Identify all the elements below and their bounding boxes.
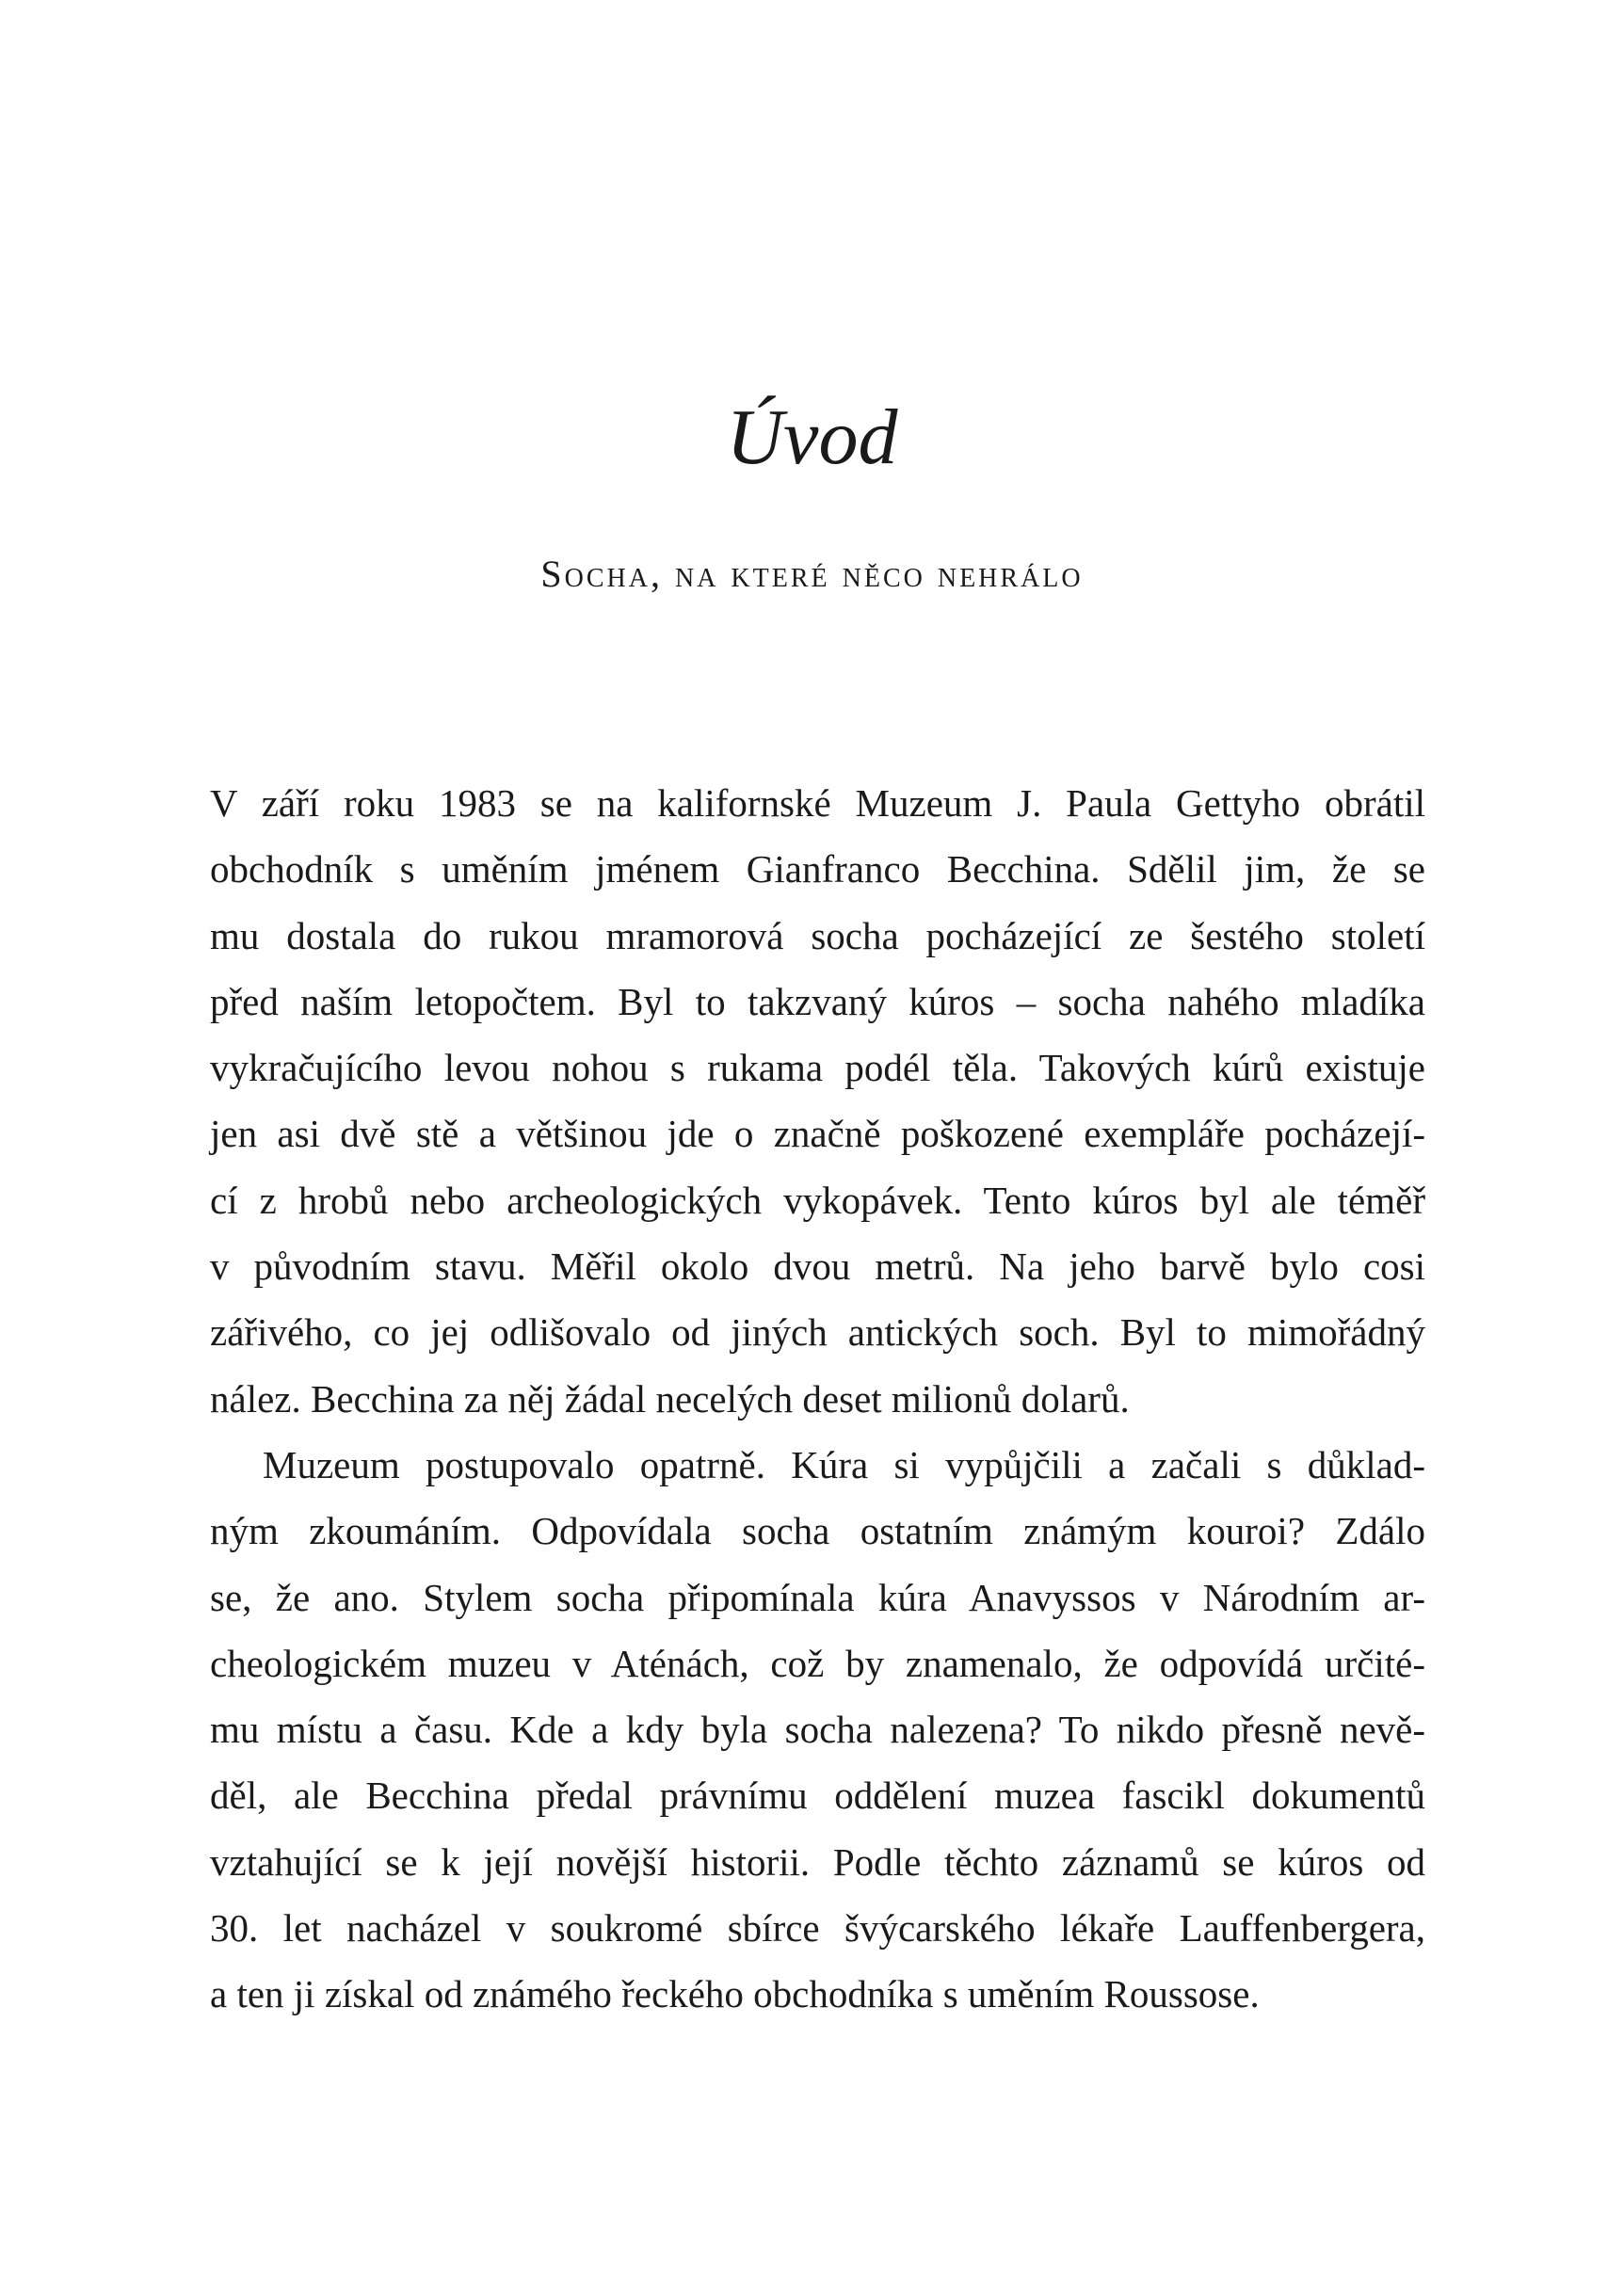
text-line: cheologickém muzeu v Aténách, což by znamenalo, že odpovídá určité-: [210, 1641, 1425, 1685]
text-line: obchodník s uměním jménem Gianfranco Becchina. Sdělil jim, že se: [210, 847, 1425, 891]
text-line: 30. let nacházel v soukromé sbírce švýcarského lékaře Lauffenbergera,: [210, 1906, 1425, 1951]
text-line: ným zkoumáním. Odpovídala socha ostatním známým kouroi? Zdálo: [210, 1509, 1425, 1553]
text-line: se, že ano. Stylem socha připomínala kúra Anavyssos v Národním ar-: [210, 1575, 1425, 1619]
chapter-title: Úvod: [726, 393, 898, 481]
text-line: mu místu a času. Kde a kdy byla socha nalezena? To nikdo přesně nevě-: [210, 1708, 1425, 1752]
text-line: nález. Becchina za něj žádal necelých deset milionů dolarů.: [210, 1376, 1130, 1421]
text-line: Muzeum postupovalo opatrně. Kúra si vypůjčili a začali s důklad-: [263, 1442, 1425, 1486]
text-line: v původním stavu. Měřil okolo dvou metrů. Na jeho barvě bylo cosi: [210, 1244, 1425, 1289]
text-line: zářivého, co jej odlišovalo od jiných antických soch. Byl to mimořádný: [210, 1310, 1425, 1355]
text-line: děl, ale Becchina předal právnímu oddělení muzea fascikl dokumentů: [210, 1774, 1425, 1818]
text-line: mu dostala do rukou mramorová socha pocházející ze šestého století: [210, 913, 1425, 957]
text-line: a ten ji získal od známého řeckého obchodníka s uměním Roussose.: [210, 1972, 1260, 2016]
text-line: cí z hrobů nebo archeologických vykopávek. Tento kúros byl ale téměř: [210, 1178, 1425, 1222]
text-line: V září roku 1983 se na kalifornské Muzeum J. Paula Gettyho obrátil: [210, 781, 1425, 825]
body-text: [210, 770, 1425, 2028]
paragraph: [210, 770, 1425, 1432]
text-line: před naším letopočtem. Byl to takzvaný kúros – socha nahého mladíka: [210, 979, 1425, 1023]
text-line: vykračujícího levou nohou s rukama podél těla. Takových kúrů existuje: [210, 1046, 1425, 1090]
chapter-subtitle: Socha, na které něco nehrálo: [540, 553, 1084, 595]
paragraph: [210, 1432, 1425, 2028]
text-line: jen asi dvě stě a většinou jde o značně poškozené exempláře pocházejí-: [210, 1112, 1425, 1156]
text-line: vztahující se k její novější historii. Podle těchto záznamů se kúros od: [210, 1839, 1425, 1884]
